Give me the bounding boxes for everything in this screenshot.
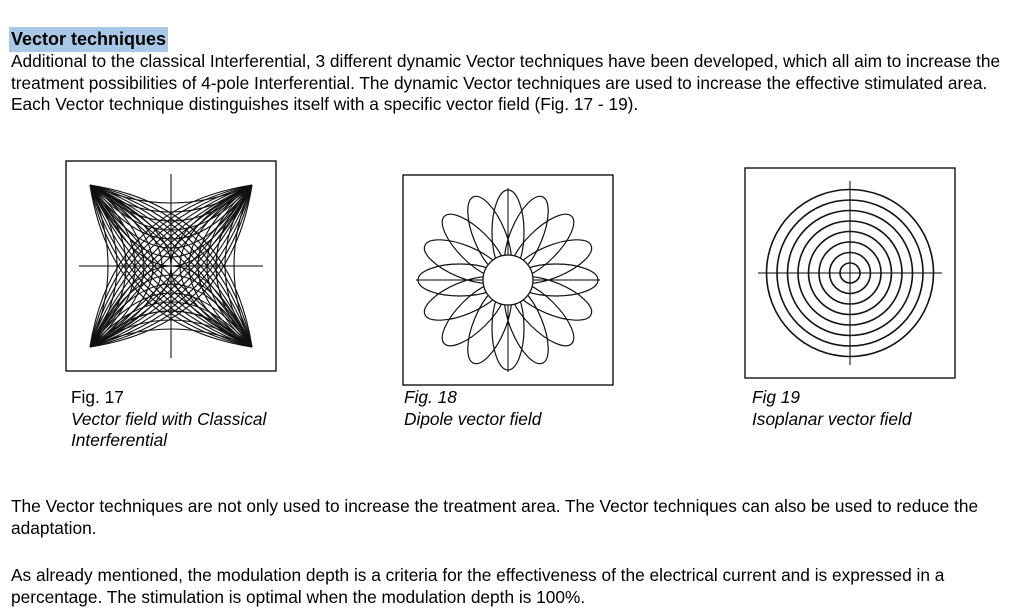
center-circle: [483, 255, 533, 305]
figure-17-image: [65, 160, 277, 372]
figure-19-caption: [752, 387, 911, 430]
figure-19-label: Fig 19: [752, 387, 801, 407]
paragraph-3: As already mentioned, the modulation depth is a criteria for the effectiveness of the electrical current and is expressed in a percentage. The stimulation is optimal when the modulation depth is 100%.: [11, 565, 945, 607]
figure-17-label: Fig. 17: [71, 387, 124, 407]
figure-17-caption-line2: Interferential: [71, 430, 168, 450]
figure-17-caption: [71, 387, 266, 452]
paragraph-2: The Vector techniques are not only used to increase the treatment area. The Vector techniques can also be used to reduce the adaptation.: [11, 496, 979, 538]
figure-18-caption: [404, 387, 541, 430]
figure-17-caption-line1: Vector field with Classical: [71, 408, 267, 429]
figure-18-caption-line1: Dipole vector field: [404, 408, 542, 429]
intro-paragraph: Additional to the classical Interferential, 3 different dynamic Vector techniques have been developed, which all aim to increase the treatment possibilities of 4-pole Interferential. The dynamic Vector techniques are used to increase the effective stimulated area. Each Vector technique distinguishes itself with a specific vector field (Fig. 17 - 19).: [11, 51, 1001, 114]
figure-19-image: [744, 167, 956, 379]
figure-18-label: Fig. 18: [404, 387, 457, 407]
figure-19-caption-line1: Isoplanar vector field: [752, 408, 912, 429]
section-heading: Vector techniques: [9, 27, 168, 52]
figure-18-image: [402, 174, 614, 386]
